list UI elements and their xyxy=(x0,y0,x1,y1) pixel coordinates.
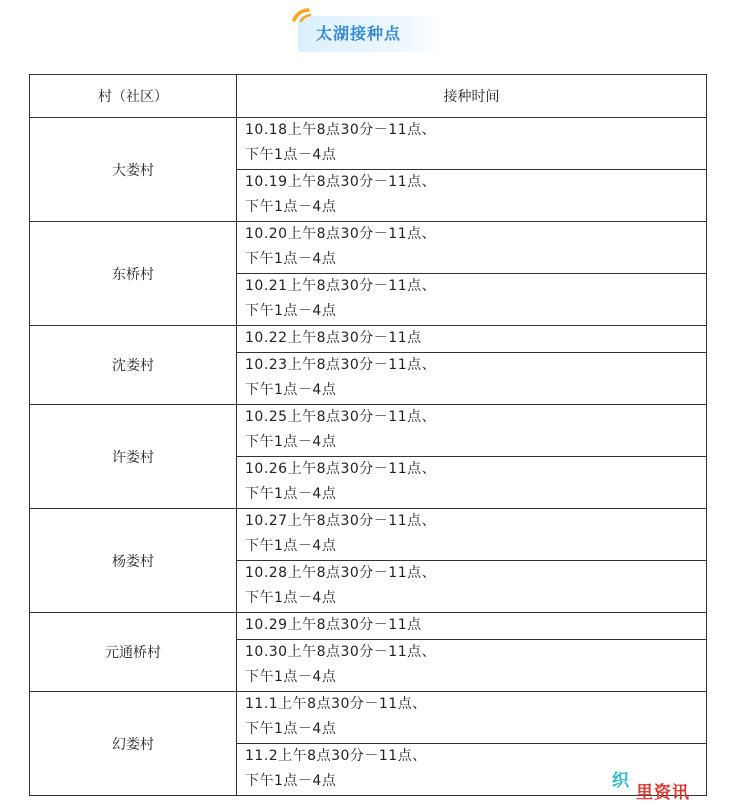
table-header-row xyxy=(30,75,707,118)
time-line: 10.26上午8点30分－11点、 xyxy=(245,461,437,477)
time-line: 下午1点－4点 xyxy=(245,147,337,163)
vaccination-time xyxy=(237,274,707,326)
table-row xyxy=(30,222,707,274)
watermark-char: 织 xyxy=(612,771,629,791)
vaccination-time xyxy=(237,509,707,561)
village-name: 杨娄村 xyxy=(30,509,237,613)
time-line: 下午1点－4点 xyxy=(245,773,337,789)
time-line: 10.22上午8点30分－11点 xyxy=(245,330,422,346)
vaccination-schedule-table xyxy=(29,74,707,796)
table-row xyxy=(30,118,707,170)
vaccination-time xyxy=(237,405,707,457)
time-line: 10.21上午8点30分－11点、 xyxy=(245,278,437,294)
page-title: 太湖接种点 xyxy=(316,24,402,43)
time-line: 下午1点－4点 xyxy=(245,434,337,450)
village-name: 许娄村 xyxy=(30,405,237,509)
time-line: 10.19上午8点30分－11点、 xyxy=(245,174,437,190)
time-line: 下午1点－4点 xyxy=(245,199,337,215)
vaccination-time xyxy=(237,457,707,509)
time-line: 10.23上午8点30分－11点、 xyxy=(245,357,437,373)
table-row xyxy=(30,692,707,744)
time-line: 10.27上午8点30分－11点、 xyxy=(245,513,437,529)
time-line: 10.18上午8点30分－11点、 xyxy=(245,122,437,138)
village-name: 幻娄村 xyxy=(30,692,237,796)
time-line: 10.28上午8点30分－11点、 xyxy=(245,565,437,581)
time-line: 10.25上午8点30分－11点、 xyxy=(245,409,437,425)
vaccination-time xyxy=(237,692,707,744)
time-line: 11.1上午8点30分－11点、 xyxy=(245,696,427,712)
table-row xyxy=(30,326,707,353)
time-line: 下午1点－4点 xyxy=(245,590,337,606)
time-line: 10.29上午8点30分－11点 xyxy=(245,617,422,633)
time-line: 下午1点－4点 xyxy=(245,303,337,319)
time-line: 下午1点－4点 xyxy=(245,538,337,554)
time-line: 下午1点－4点 xyxy=(245,721,337,737)
vaccination-time xyxy=(237,613,707,640)
section-header xyxy=(292,8,444,52)
table-row xyxy=(30,613,707,640)
vaccination-time xyxy=(237,326,707,353)
time-line: 下午1点－4点 xyxy=(245,486,337,502)
column-header-village: 村（社区） xyxy=(30,75,237,118)
orange-arc-icon xyxy=(292,8,314,22)
village-name: 元通桥村 xyxy=(30,613,237,692)
time-line: 11.2上午8点30分－11点、 xyxy=(245,748,427,764)
watermark-logo xyxy=(610,766,734,804)
vaccination-time xyxy=(237,353,707,405)
vaccination-time xyxy=(237,561,707,613)
vaccination-time xyxy=(237,640,707,692)
time-line: 下午1点－4点 xyxy=(245,251,337,267)
vaccination-time xyxy=(237,222,707,274)
table-body xyxy=(30,118,707,796)
time-line: 下午1点－4点 xyxy=(245,382,337,398)
column-header-time: 接种时间 xyxy=(237,75,707,118)
village-name: 沈娄村 xyxy=(30,326,237,405)
village-name: 大娄村 xyxy=(30,118,237,222)
time-line: 10.20上午8点30分－11点、 xyxy=(245,226,437,242)
vaccination-time xyxy=(237,118,707,170)
watermark-text: 里资讯 xyxy=(636,783,690,803)
vaccination-time xyxy=(237,170,707,222)
table-row xyxy=(30,405,707,457)
time-line: 下午1点－4点 xyxy=(245,669,337,685)
time-line: 10.30上午8点30分－11点、 xyxy=(245,644,437,660)
village-name: 东桥村 xyxy=(30,222,237,326)
table-row xyxy=(30,509,707,561)
